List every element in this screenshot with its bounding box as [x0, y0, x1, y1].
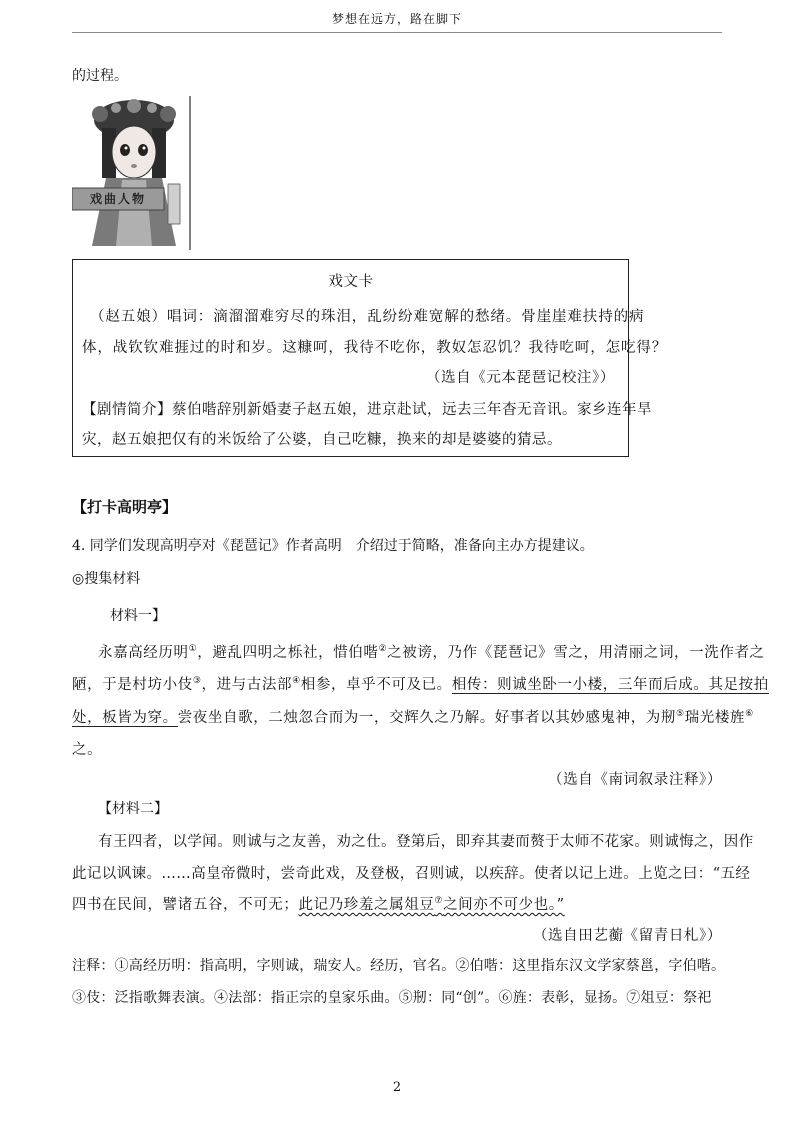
card-intro: 灾，赵五娘把仅有的米饭给了公婆，自己吃糠，换来的却是婆婆的猜忌。	[82, 432, 562, 448]
opera-character-illustration	[72, 96, 196, 250]
material-one-line: 之。	[72, 742, 103, 758]
page-number: 2	[392, 1080, 402, 1095]
collect-label: ◎搜集材料	[72, 571, 141, 587]
card-line: 体，战钦钦难捱过的时和岁。这糠呵，我待不吃你，教奴怎忍饥？我待吃呵，怎吃得？	[82, 340, 668, 356]
card-source: （选自《元本琵琶记校注》）	[425, 370, 615, 386]
notes-line: 注释：①高经历明：指高明，字则诚，瑞安人。经历，官名。②伯喈：这里指东汉文学家蔡邕，字伯喈。	[72, 958, 726, 974]
illustration-banner-text: 戏曲人物	[89, 192, 146, 206]
section-heading: 【打卡高明亭】	[72, 498, 178, 516]
material-one-source: （选自《南词叙录注释》）	[548, 772, 722, 788]
material-two-source: （选自田艺蘅《留青日札》）	[532, 928, 722, 944]
material-two-label: 【材料二】	[98, 801, 168, 817]
underlined-sentence: 相传：则诚坐卧一小楼，三年而后成。其足按拍	[451, 677, 769, 693]
material-two-line: 有王四者，以学闻。则诚与之友善，劝之仕。登第后，即弃其妻而赘于太师不花家。则诚悔之，因作	[98, 834, 754, 850]
material-one-label: 材料一】	[110, 608, 166, 624]
material-two-line: 四书在民间，譬诸五谷，不可无；此记乃珍羞之属俎豆⑦之间亦不可少也。”	[72, 896, 565, 913]
card-line: （赵五娘）唱词：滴溜溜难穷尽的珠泪，乱纷纷难宽解的愁绪。骨崖崖难扶持的病	[90, 309, 645, 325]
question-text: 4. 同学们发现高明亭对《琵琶记》作者高明 介绍过于简略，准备向主办方提建议。	[72, 538, 594, 554]
material-one-line: 陋，于是村坊小伎③，进与古法部④相参，卓乎不可及已。相传：则诚坐卧一小楼，三年而后成。其足按拍	[72, 676, 769, 693]
header-rule	[72, 32, 722, 33]
material-one-line: 永嘉高经历明①，避乱四明之栎社，惜伯喈②之被谤，乃作《琵琶记》雪之，用清丽之词，一洗作者之	[98, 644, 765, 661]
continued-text: 的过程。	[72, 68, 128, 84]
notes-line: ③伎：泛指歌舞表演。④法部：指正宗的皇家乐曲。⑤剏：同“创”。⑥旌：表彰，显扬。⑦俎豆：祭祀	[72, 990, 712, 1006]
card-title: 戏文卡	[328, 274, 374, 290]
material-one-line: 处，板皆为穿。尝夜坐自歌，二烛忽合而为一，交辉久之乃解。好事者以其妙感鬼神，为剏⑤瑞光楼旌⑥	[72, 709, 754, 726]
wavy-underlined-sentence: 此记乃珍羞之属俎豆⑦之间亦不可少也。”	[298, 896, 565, 913]
material-two-line: 此记以讽谏。……高皇帝微时，尝奇此戏，及登极，召则诚，以疾辞。使者以记上进。上览之曰：“五经	[72, 866, 751, 882]
card-intro: 【剧情简介】蔡伯喈辞别新婚妻子赵五娘，进京赴试，远去三年杳无音讯。家乡连年旱	[82, 402, 652, 418]
page-header: 梦想在远方，路在脚下	[331, 12, 462, 26]
underlined-sentence: 处，板皆为穿。	[72, 710, 178, 726]
